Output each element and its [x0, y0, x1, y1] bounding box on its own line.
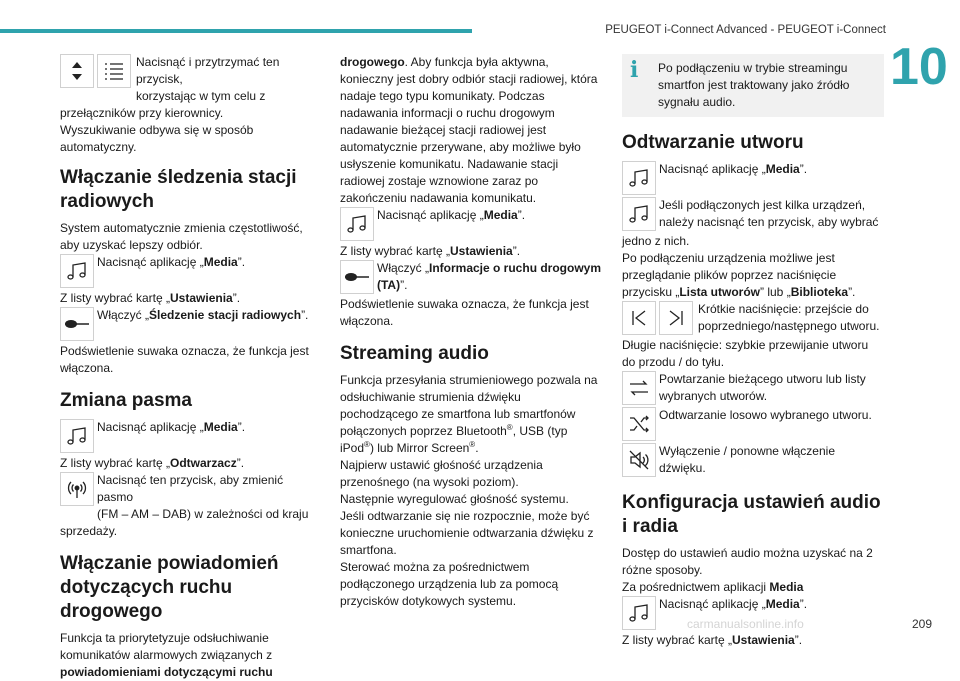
- toggle-desc: Podświetlenie suwaka oznacza, że funkcja jest włączona.: [60, 344, 309, 375]
- text: Z listy wybrać kartę „: [60, 456, 171, 470]
- text: Po podłączeniu w trybie streamingu smartfon jest traktowany jako źródło sygnału audio.: [658, 61, 850, 109]
- text: poprzedniego/następnego utworu.: [698, 319, 880, 333]
- text: Odtwarzanie losowo wybranego utworu.: [659, 408, 872, 422]
- text: Nacisnąć ten przycisk, aby zmienić pasmo: [97, 473, 284, 504]
- seek-text-4: Wyszukiwanie odbywa się w sposób automatyczny.: [60, 123, 254, 154]
- text: Jeśli odtwarzanie się nie rozpocznie, może być konieczne uruchomienie odtwarzania dźwięku z smartfona.: [340, 509, 594, 557]
- text-bold: Media: [203, 255, 238, 269]
- seek-instruction: [60, 54, 322, 105]
- music-note-icon: [340, 207, 374, 241]
- tab-instruction: [622, 632, 884, 649]
- text: ” lub „: [760, 285, 791, 299]
- column-1: [60, 54, 322, 681]
- text: Nacisnąć aplikację „: [97, 420, 204, 434]
- text: ”.: [301, 308, 309, 322]
- text: należy nacisnąć ten przycisk, aby wybrać: [659, 215, 879, 229]
- toggle-desc: Podświetlenie suwaka oznacza, że funkcja jest włączona.: [340, 297, 589, 328]
- toggle-instruction: [340, 260, 602, 296]
- text: ”.: [237, 255, 246, 269]
- tab-instruction: [60, 290, 322, 307]
- tab-instruction: [340, 243, 602, 260]
- column-2: [340, 54, 602, 610]
- repeat-instruction: [622, 371, 884, 407]
- heading-streaming: Streaming audio: [340, 343, 489, 364]
- text: ”.: [236, 456, 245, 470]
- text: Nacisnąć aplikację „: [659, 597, 766, 611]
- shuffle-instruction: [622, 407, 884, 443]
- text: ”.: [517, 208, 526, 222]
- text: , USB (typ iPod: [340, 424, 568, 455]
- text-bold: Śledzenie stacji radiowych: [149, 308, 302, 322]
- text-bold: Ustawienia: [450, 244, 513, 258]
- text: Dostęp do ustawień audio można uzyskać na 2 różne sposoby.: [622, 546, 873, 577]
- next-track-icon: [659, 301, 693, 335]
- seek-text-3: przełączników przy kierownicy.: [60, 106, 224, 120]
- info-note: [622, 54, 884, 117]
- text-bold: Odtwarzacz: [170, 456, 237, 470]
- heading-playback: Odtwarzanie utworu: [622, 132, 804, 153]
- toggle-switch-icon: [340, 260, 374, 294]
- browse-desc: [622, 250, 884, 301]
- list-icon: [97, 54, 131, 88]
- header-accent-bar: [0, 29, 472, 33]
- text: Jeśli podłączonych jest kilka urządzeń,: [659, 198, 866, 212]
- heading-traffic: Włączanie powiadomień dotyczących ruchu drogowego: [60, 553, 279, 622]
- heading-audio-settings: Konfiguracja ustawień audio i radia: [622, 492, 881, 537]
- music-source-icon: [622, 197, 656, 231]
- info-icon: i: [630, 57, 639, 83]
- text-bold: Biblioteka: [790, 285, 849, 299]
- music-note-icon: [622, 596, 656, 630]
- seek-text-2: korzystając w tym celu z: [136, 89, 266, 103]
- text: ”.: [237, 420, 246, 434]
- footer-watermark: carmanualsonline.info: [687, 617, 804, 631]
- text: Z listy wybrać kartę „: [340, 244, 451, 258]
- tab-instruction: [60, 455, 322, 472]
- page-number: 209: [912, 617, 933, 631]
- media-instruction: [60, 419, 322, 455]
- registered-mark: ®: [506, 423, 513, 432]
- text-bold: Media: [769, 580, 804, 594]
- text: jedno z nich.: [622, 234, 690, 248]
- text-bold: Ustawienia: [170, 291, 233, 305]
- text: Powtarzanie bieżącego utworu lub listy: [659, 372, 866, 386]
- text: Krótkie naciśnięcie: przejście do: [698, 302, 869, 316]
- traffic-desc-cont: [340, 54, 602, 207]
- text: Funkcja ta priorytetyzuje odsłuchiwanie komunikatów alarmowych związanych z: [60, 631, 273, 662]
- chapter-number: 10: [890, 38, 948, 96]
- music-note-icon: [622, 161, 656, 195]
- text: ) lub Mirror Screen: [369, 441, 470, 455]
- repeat-icon: [622, 371, 656, 405]
- text: .: [475, 441, 479, 455]
- text: ”.: [400, 278, 408, 292]
- heading-band-change: Zmiana pasma: [60, 390, 192, 411]
- mute-instruction: [622, 443, 884, 479]
- text: ”.: [512, 244, 521, 258]
- header-title: PEUGEOT i-Connect Advanced - PEUGEOT i-Connect: [605, 24, 886, 36]
- seek-text-1: Nacisnąć i przytrzymać ten przycisk,: [136, 55, 280, 86]
- column-3: [622, 54, 884, 649]
- mute-icon: [622, 443, 656, 477]
- toggle-switch-icon: [60, 307, 94, 341]
- text: ”.: [794, 633, 803, 647]
- text-bold: Media: [765, 162, 800, 176]
- text-bold: drogowego: [340, 55, 405, 69]
- skip-instruction: [622, 301, 884, 337]
- text: ”.: [848, 285, 856, 299]
- music-note-icon: [60, 254, 94, 288]
- text: . Aby funkcja była aktywna, konieczny jest dobry odbiór stacji radiowej, która nadaje tego typu komunikaty. Podczas nadawania informacji o ruchu drogowym nadawanie bieżącej stacji radiowej jest automatycznie przerywane, aby możliwe było usłyszenie komunikatu. Nadawanie stacji radiowej zostaje wznowione zaraz po zakończeniu nadawania komunikatu.: [340, 55, 598, 205]
- text: Włączyć „: [97, 308, 149, 322]
- text-bold: Informacje o ruchu drogowym (TA): [377, 261, 602, 292]
- text: Nacisnąć aplikację „: [377, 208, 484, 222]
- media-instruction: [60, 254, 322, 290]
- band-instruction: [60, 472, 322, 523]
- text: Nacisnąć aplikację „: [97, 255, 204, 269]
- registered-mark: ®: [364, 440, 370, 449]
- radio-waves-icon: [60, 472, 94, 506]
- text-bold: Media: [483, 208, 518, 222]
- text-bold: Ustawienia: [732, 633, 795, 647]
- toggle-instruction: [60, 307, 322, 343]
- source-instruction: [622, 197, 884, 233]
- text: Z listy wybrać kartę „: [622, 633, 733, 647]
- via-media: [622, 579, 884, 596]
- shuffle-icon: [622, 407, 656, 441]
- text: ”.: [799, 597, 808, 611]
- text: ”.: [232, 291, 241, 305]
- traffic-desc: [60, 630, 322, 681]
- media-instruction: [622, 596, 884, 632]
- text: Sterować można za pośrednictwem podłączonego urządzenia lub za pomocą przycisków dotykowych systemu.: [340, 560, 559, 608]
- text: Długie naciśnięcie: szybkie przewijanie utworu do przodu / do tyłu.: [622, 338, 869, 369]
- registered-mark: ®: [469, 440, 476, 449]
- music-note-icon: [60, 419, 94, 453]
- text: ”.: [799, 162, 808, 176]
- media-instruction: [622, 161, 884, 197]
- heading-station-tracking: Włączanie śledzenia stacji radiowych: [60, 167, 297, 212]
- text: Funkcja przesyłania strumieniowego pozwala na odsłuchiwanie strumienia dźwięku pochodzącego ze smartfona lub smartfonów połączonych poprzez Bluetooth: [340, 373, 598, 438]
- media-instruction: [340, 207, 602, 243]
- text: Najpierw ustawić głośność urządzenia przenośnego (na wysoki poziom).: [340, 458, 543, 489]
- text-bold: Media: [203, 420, 238, 434]
- text: Po podłączeniu urządzenia możliwe jest przeglądanie plików poprzez naciśnięcie przycisku „: [622, 251, 837, 299]
- text: Z listy wybrać kartę „: [60, 291, 171, 305]
- previous-track-icon: [622, 301, 656, 335]
- text-bold: Lista utworów: [679, 285, 761, 299]
- text-bold: powiadomieniami dotyczącymi ruchu: [60, 665, 273, 679]
- text: Wyłączenie / ponowne włączenie dźwięku.: [659, 444, 835, 475]
- text: Nacisnąć aplikację „: [659, 162, 766, 176]
- text: Za pośrednictwem aplikacji: [622, 580, 770, 594]
- text: sprzedaży.: [60, 524, 118, 538]
- text-bold: Media: [765, 597, 800, 611]
- up-down-arrows-icon: [60, 54, 94, 88]
- text: (FM – AM – DAB) w zależności od kraju: [97, 507, 309, 521]
- text: Następnie wyregulować głośność systemu.: [340, 492, 569, 506]
- text: wybranych utworów.: [659, 389, 768, 403]
- text: Włączyć „: [377, 261, 429, 275]
- streaming-desc: [340, 372, 602, 457]
- station-tracking-desc: System automatycznie zmienia częstotliwość, aby uzyskać lepszy odbiór.: [60, 221, 303, 252]
